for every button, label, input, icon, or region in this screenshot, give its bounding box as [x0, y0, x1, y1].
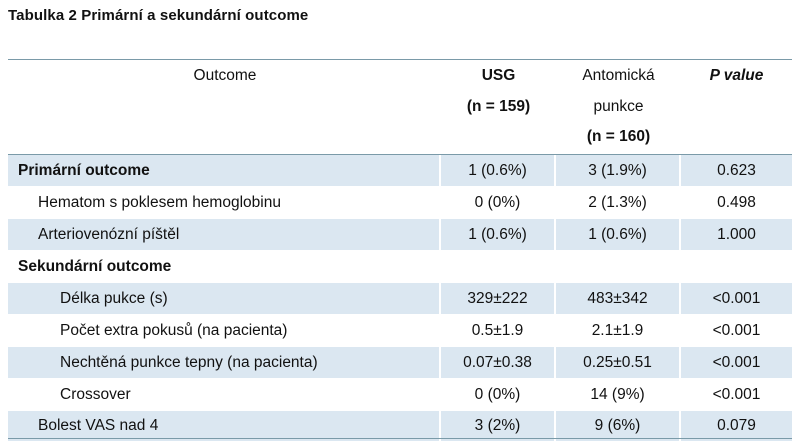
antomicka-value: 483±342	[556, 283, 681, 314]
usg-value: 0.5±1.9	[441, 315, 556, 346]
antomicka-value	[556, 251, 681, 282]
antomicka-value: 3 (1.9%)	[556, 155, 681, 186]
p-value: 0.498	[717, 193, 756, 211]
top-rule	[8, 59, 792, 60]
usg-value: 3 (2%)	[441, 411, 556, 441]
usg-value: 0 (0%)	[441, 379, 556, 410]
table-row	[8, 379, 792, 411]
p-value: 0.623	[681, 155, 792, 186]
row-label: Počet extra pokusů (na pacienta)	[8, 315, 441, 346]
table-row	[8, 283, 792, 315]
usg-value: 0.07±0.38	[441, 347, 556, 378]
row-label: Primární outcome	[8, 155, 441, 186]
table-row	[8, 251, 792, 283]
p-value	[681, 251, 792, 282]
antomicka-value: 9 (6%)	[556, 411, 681, 441]
header-antomicka: Antomická	[582, 67, 655, 84]
p-value: 0.079	[681, 411, 792, 441]
usg-value	[441, 251, 556, 282]
table-row	[8, 187, 792, 219]
p-value: <0.001	[712, 321, 761, 339]
row-label: Sekundární outcome	[8, 251, 441, 282]
antomicka-value: 0.25±0.51	[556, 347, 681, 378]
row-label: Hematom s poklesem hemoglobinu	[8, 187, 441, 218]
usg-value: 329±222	[441, 283, 556, 314]
p-value: 1.000	[681, 219, 792, 250]
row-label: Arteriovenózní píštěl	[8, 219, 441, 250]
header-usg: USG	[481, 67, 516, 84]
antomicka-value: 1 (0.6%)	[556, 219, 681, 250]
p-value: <0.001	[681, 283, 792, 314]
row-label: Nechtěná punkce tepny (na pacienta)	[8, 347, 441, 378]
bottom-rule	[8, 438, 792, 439]
antomicka-value: 14 (9%)	[556, 379, 681, 410]
header-usg-n: (n = 159)	[466, 98, 531, 115]
row-label: Délka pukce (s)	[8, 283, 441, 314]
table-row	[8, 219, 792, 251]
antomicka-value: 2.1±1.9	[556, 315, 681, 346]
antomicka-value: 2 (1.3%)	[556, 187, 681, 218]
usg-value: 1 (0.6%)	[441, 219, 556, 250]
header-punkce: punkce	[593, 98, 644, 115]
p-value: <0.001	[712, 385, 761, 403]
usg-value: 0 (0%)	[441, 187, 556, 218]
outcome-table	[8, 155, 792, 442]
row-label: Bolest VAS nad 4	[8, 411, 441, 441]
p-value: <0.001	[681, 347, 792, 378]
table-row	[8, 315, 792, 347]
header-p-value: P value	[709, 67, 764, 84]
table-caption: Tabulka 2 Primární a sekundární outcome	[8, 7, 309, 24]
header-antomicka-n: (n = 160)	[586, 128, 651, 145]
table-row	[8, 155, 792, 187]
table-row	[8, 347, 792, 379]
header-outcome: Outcome	[193, 67, 257, 84]
row-label: Crossover	[8, 379, 441, 410]
usg-value: 1 (0.6%)	[441, 155, 556, 186]
